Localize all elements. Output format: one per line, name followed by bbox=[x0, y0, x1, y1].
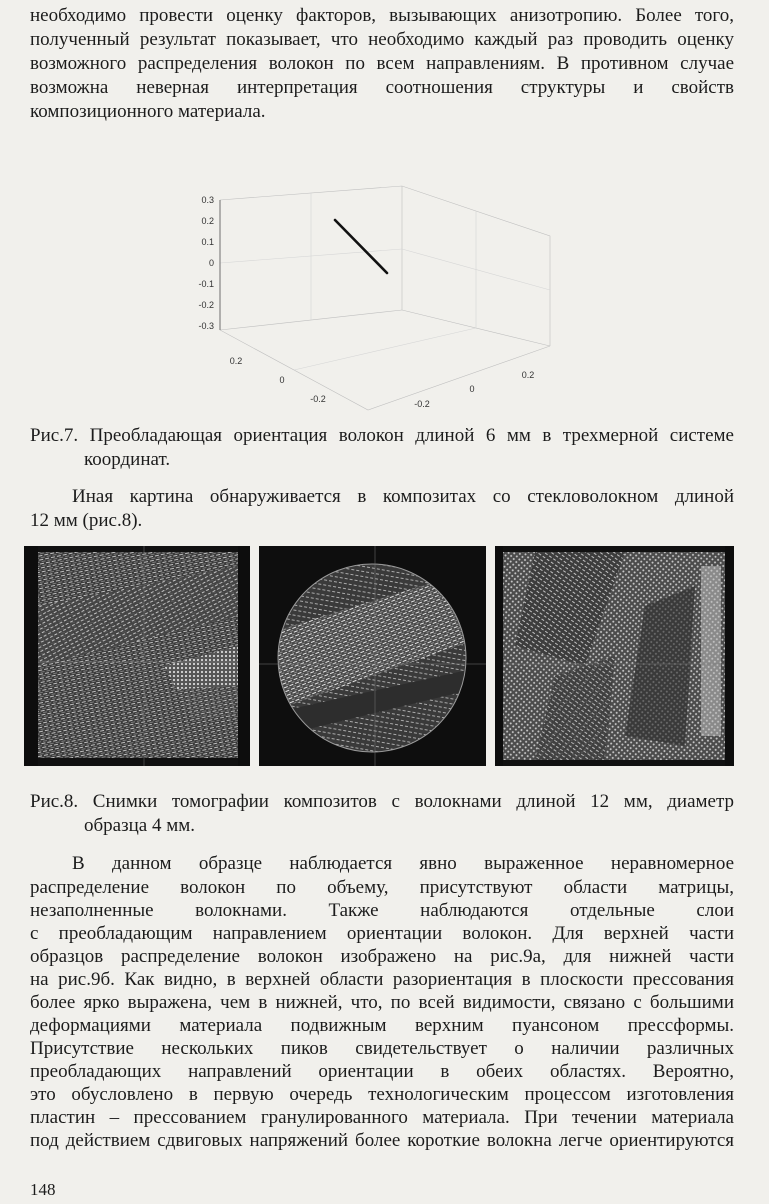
z-tick-label: 0 bbox=[208, 258, 214, 268]
x-tick-label: -0.2 bbox=[310, 394, 326, 404]
page-number: 148 bbox=[30, 1180, 56, 1199]
paragraph-1-line: композиционного материала. bbox=[30, 101, 266, 122]
paragraph-3-line: В данном образце наблюдается явно выраженное неравномерное bbox=[72, 853, 734, 874]
paragraph-3-line: деформациями материала подвижным верхним пуансоном прессформы. bbox=[30, 1015, 734, 1036]
paragraph-3-line: на рис.9б. Как видно, в верхней области разориентация в плоскости прессования bbox=[30, 969, 734, 990]
x-tick-label: 0.2 bbox=[229, 356, 243, 366]
x-tick-label: 0 bbox=[279, 375, 285, 385]
paragraph-3-line: с преобладающим направлением ориентации волокон. Для верхней части bbox=[30, 923, 734, 944]
paragraph-1-line: возможна неверная интерпретация соотношения структуры и свойств bbox=[30, 77, 734, 98]
paragraph-3-line: это обусловлено в первую очередь технологическим процессом изготовления bbox=[30, 1084, 734, 1105]
paragraph-1-line: возможного распределения волокон по всем направлениям. В противном случае bbox=[30, 53, 734, 74]
paragraph-1-line: полученный результат показывает, что необходимо каждый раз проводить оценку bbox=[30, 29, 734, 50]
figure-8-caption-continued: образца 4 мм. bbox=[84, 815, 196, 836]
figure-7-caption-continued: координат. bbox=[84, 449, 171, 470]
paragraph-2-line: Иная картина обнаруживается в композитах со стекловолокном длиной bbox=[72, 486, 734, 507]
y-tick-label: 0 bbox=[469, 384, 475, 394]
figure-8-caption: Рис.8. Снимки томографии композитов с волокнами длиной 12 мм, диаметр bbox=[30, 791, 734, 812]
paragraph-3-line: более ярко выражена, чем в нижней, что, по всей видимости, связано с большими bbox=[30, 992, 734, 1013]
figure-7-caption: Рис.7. Преобладающая ориентация волокон длиной 6 мм в трехмерной системе bbox=[30, 425, 734, 446]
plot-box bbox=[220, 186, 550, 410]
figure-7-3d-plot bbox=[190, 178, 570, 414]
y-tick-label: -0.2 bbox=[414, 399, 430, 409]
paragraph-1-line: необходимо провести оценку факторов, вызывающих анизотропию. Более того, bbox=[30, 5, 734, 26]
paragraph-3-line: преобладающих направлений ориентации в обеих областях. Вероятно, bbox=[30, 1061, 734, 1082]
tomography-scan-image-3 bbox=[495, 546, 734, 766]
paragraph-2-line: 12 мм (рис.8). bbox=[30, 510, 143, 531]
paragraph-3-line: распределение волокон по объему, присутствуют области матрицы, bbox=[30, 877, 734, 898]
paragraph-3-line: незаполненные волокнами. Также наблюдаются отдельные слои bbox=[30, 900, 734, 921]
z-tick-label: -0.2 bbox=[198, 300, 214, 310]
tomography-scan-image-1 bbox=[24, 546, 250, 766]
paragraph-3-line: под действием сдвиговых напряжений более короткие волокна легче ориентируются bbox=[30, 1130, 734, 1151]
z-tick-label: 0.1 bbox=[201, 237, 214, 247]
z-tick-label: 0.3 bbox=[201, 195, 214, 205]
z-tick-label: -0.3 bbox=[198, 321, 214, 331]
z-tick-label: -0.1 bbox=[198, 279, 214, 289]
paragraph-3-line: Присутствие нескольких пиков свидетельствует о наличии различных bbox=[30, 1038, 734, 1059]
z-tick-label: 0.2 bbox=[201, 216, 214, 226]
fiber-orientation-vector bbox=[335, 220, 387, 273]
paragraph-3-line: пластин – прессованием гранулированного материала. При течении материала bbox=[30, 1107, 734, 1128]
y-tick-label: 0.2 bbox=[521, 370, 535, 380]
tomography-scan-image-2 bbox=[259, 546, 486, 766]
paragraph-3-line: образцов распределение волокон изображено на рис.9а, для нижней части bbox=[30, 946, 734, 967]
